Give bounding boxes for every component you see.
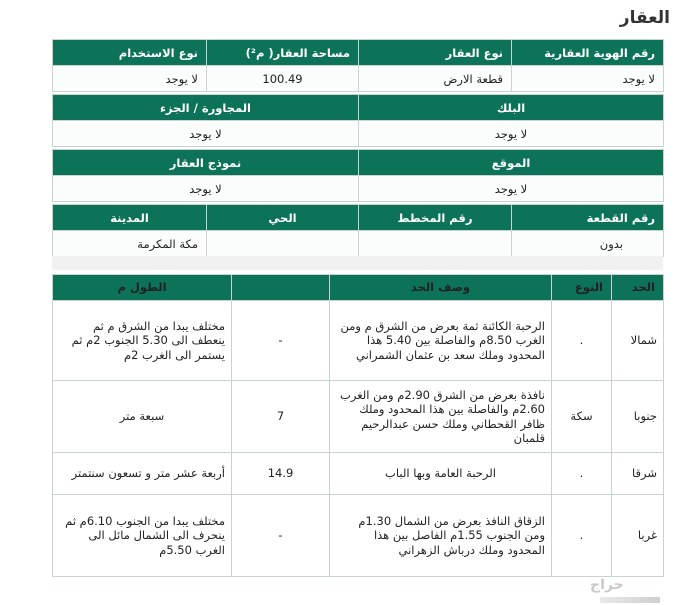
section-title: العقار [619,8,670,28]
header-length: الطول م [53,275,232,301]
block-table [52,94,664,147]
value-location: لا يوجد [359,176,664,202]
value-area: 100.49 [207,66,359,92]
border-type: سكة [552,381,612,453]
header-property-model: نموذج العقار [53,150,359,176]
header-city: المدينة [53,205,207,231]
header-neighborhood-part: المجاورة / الجزء [53,95,359,121]
value-plan-number [359,231,512,257]
value-city: مكة المكرمة [53,231,207,257]
property-info-table [52,39,664,92]
border-length: أربعة عشر متر و تسعون سنتمتر [53,453,232,495]
border-side: شمالا [612,301,664,381]
value-property-id: لا يوجد [512,66,664,92]
table-row [53,453,664,495]
value-district [207,231,359,257]
border-number: - [232,301,330,381]
header-district: الحي [207,205,359,231]
border-side: شرقا [612,453,664,495]
header-description: وصف الحد [330,275,552,301]
border-description: الرحبة العامة وبها الباب [330,453,552,495]
border-number: 7 [232,381,330,453]
header-property-id: رقم الهوية العقارية [512,40,664,66]
border-side: غربا [612,495,664,577]
table-row [53,301,664,381]
header-plot-number: رقم القطعة [512,205,664,231]
border-length: مختلف يبدا من الشرق م ثم ينعطف الى 5.30 الجنوب 2م ثم يستمر الى الغرب 2م [53,301,232,381]
header-location: الموقع [359,150,664,176]
header-block: البلك [359,95,664,121]
header-empty [232,275,330,301]
header-row [53,275,664,301]
border-number: 14.9 [232,453,330,495]
watermark-logo: حراج [590,577,624,593]
value-row [53,231,664,257]
value-usage-type: لا يوجد [53,66,207,92]
footer-strip [600,597,660,603]
value-plot-number: بدون [512,231,664,257]
border-description: الرحبة الكائنة ثمة بعرض من الشرق م ومن الغرب 8.50م والفاصلة بين 5.40 هذا المحدود وملك سعد بن عثمان الشمراني [330,301,552,381]
header-row [53,205,664,231]
border-type: . [552,495,612,577]
section-divider [52,256,663,270]
header-area: مساحة العقار( م²) [207,40,359,66]
border-length: سبعة متر [53,381,232,453]
border-side: جنوبا [612,381,664,453]
value-row [53,176,664,202]
header-type: النوع [552,275,612,301]
value-block: لا يوجد [359,121,664,147]
header-border: الحد [612,275,664,301]
header-row [53,95,664,121]
value-property-type: قطعة الارض [359,66,512,92]
border-number: - [232,495,330,577]
value-row [53,121,664,147]
header-usage-type: نوع الاستخدام [53,40,207,66]
border-type: . [552,453,612,495]
value-row [53,66,664,92]
plot-table [52,204,664,257]
border-length: مختلف يبدا من الجنوب 6.10م ثم ينحرف الى الشمال مائل الى الغرب 5.50م [53,495,232,577]
location-table [52,149,664,202]
table-row [53,495,664,577]
value-property-model: لا يوجد [53,176,359,202]
table-row [53,381,664,453]
border-description: نافذة بعرض من الشرق 2.90م ومن الغرب 2.60م والفاصلة بين هذا المحدود وملك ظافر القحطاني وملك حسن عبدالرحيم قلمبان [330,381,552,453]
borders-table [52,274,664,577]
header-row [53,40,664,66]
header-row [53,150,664,176]
header-plan-number: رقم المخطط [359,205,512,231]
border-type: . [552,301,612,381]
header-property-type: نوع العقار [359,40,512,66]
value-neighborhood-part: لا يوجد [53,121,359,147]
border-description: الزقاق النافذ بعرض من الشمال 1.30م ومن الجنوب 1.55م الفاصل بين هذا المحدود وملك درباش الزهراني [330,495,552,577]
